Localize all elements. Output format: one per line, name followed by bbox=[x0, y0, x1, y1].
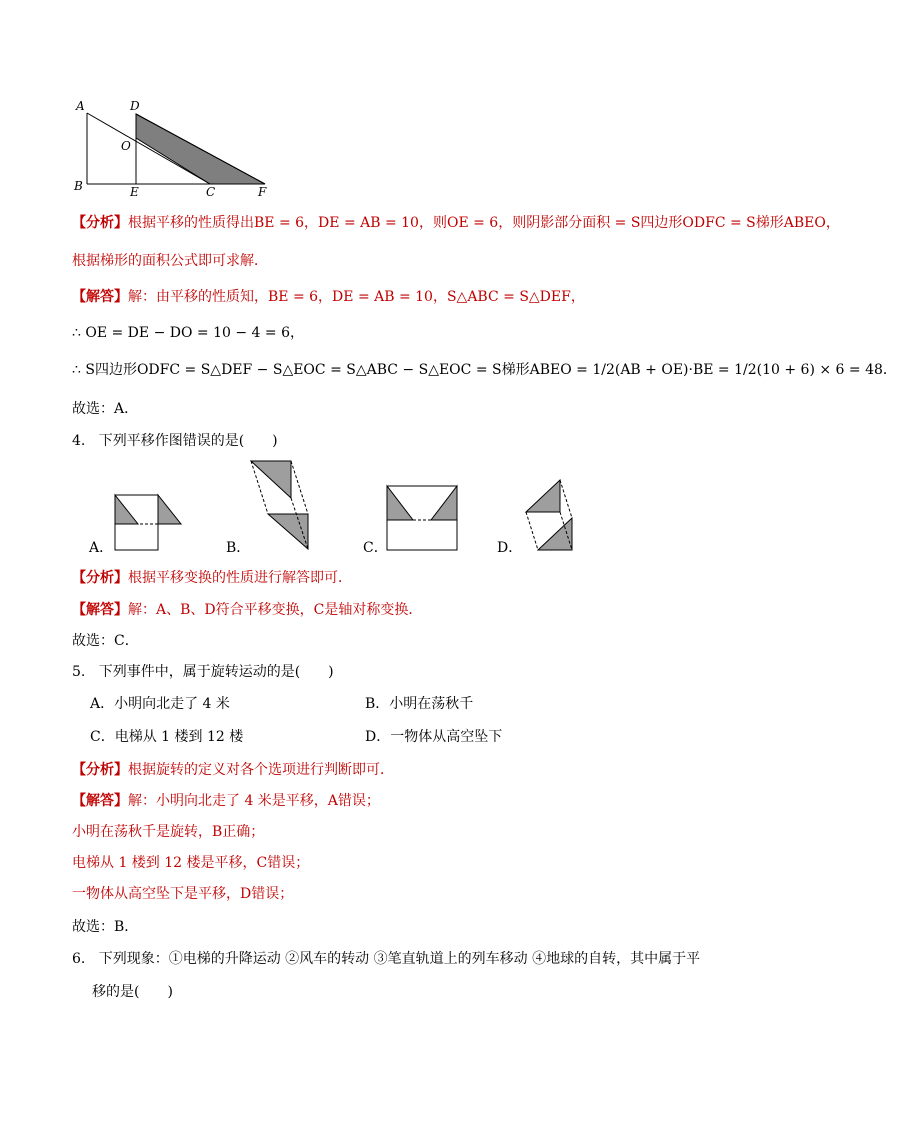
q5-line3: 电梯从 1 楼到 12 楼是平移，C错误； bbox=[72, 855, 310, 871]
q4-option-a-figure bbox=[110, 490, 190, 552]
label-c: C bbox=[206, 185, 216, 199]
q4-option-c[interactable]: C． bbox=[363, 540, 388, 556]
q3-solution bbox=[72, 287, 585, 307]
q5-analysis-text: 根据旋转的定义对各个选项进行判断即可． bbox=[128, 762, 394, 778]
q4-option-b-figure bbox=[243, 456, 315, 552]
q4-option-a[interactable]: A． bbox=[89, 540, 114, 556]
q6-stem-text: 下列现象：①电梯的升降运动 ②风车的转动 ③笔直轨道上的列车移动 ④地球的自转，其中属于平 bbox=[98, 951, 701, 967]
q4-stem-text: 下列平移作图错误的是( ) bbox=[98, 433, 278, 449]
analysis-tag: 【分析】 bbox=[72, 762, 128, 778]
solution-tag: 【解答】 bbox=[72, 289, 128, 305]
q5-line4: 一物体从高空坠下是平移，D错误； bbox=[72, 886, 294, 902]
q5-stem-text: 下列事件中，属于旋转运动的是( ) bbox=[98, 664, 334, 680]
q4-stem bbox=[72, 431, 278, 451]
q5-option-d[interactable]: D．一物体从高空坠下 bbox=[365, 729, 503, 745]
q4-option-d[interactable]: D． bbox=[497, 540, 523, 556]
q4-option-c-figure bbox=[382, 480, 464, 554]
q5-solution bbox=[72, 791, 380, 811]
q5-analysis bbox=[72, 760, 394, 780]
q5-option-c[interactable]: C．电梯从 1 楼到 12 楼 bbox=[90, 729, 244, 745]
q3-analysis bbox=[72, 213, 840, 233]
analysis-tag: 【分析】 bbox=[72, 570, 128, 586]
q3-answer: 故选：A． bbox=[72, 401, 139, 417]
q5-option-b[interactable]: B．小明在荡秋千 bbox=[365, 696, 474, 712]
label-f: F bbox=[258, 185, 267, 199]
q5-option-a[interactable]: A．小明向北走了 4 米 bbox=[90, 696, 230, 712]
q4-number: 4. bbox=[72, 433, 86, 449]
label-a: A bbox=[76, 99, 85, 113]
q4-solution-text: 解：A、B、D符合平移变换，C是轴对称变换． bbox=[128, 602, 423, 618]
analysis-tag: 【分析】 bbox=[72, 215, 128, 231]
q4-option-d-figure bbox=[520, 476, 580, 554]
q6-stem bbox=[72, 949, 700, 969]
q5-answer: 故选：B． bbox=[72, 919, 139, 935]
solution-tag: 【解答】 bbox=[72, 793, 128, 809]
q3-analysis-line2: 根据梯形的面积公式即可求解． bbox=[72, 253, 268, 269]
q6-number: 6. bbox=[72, 951, 86, 967]
label-e: E bbox=[130, 185, 139, 199]
label-o: O bbox=[121, 139, 131, 153]
q4-analysis-text: 根据平移变换的性质进行解答即可． bbox=[128, 570, 352, 586]
q5-line2: 小明在荡秋千是旋转，B正确； bbox=[72, 824, 265, 840]
q3-solution-text: 解：由平移的性质知，BE = 6，DE = AB = 10，S△ABC = S△DEF， bbox=[128, 289, 585, 305]
solution-tag: 【解答】 bbox=[72, 602, 128, 618]
q4-analysis bbox=[72, 568, 352, 588]
translation-triangle-figure bbox=[70, 96, 280, 199]
q3-step2: ∴ S四边形ODFC = S△DEF − S△EOC = S△ABC − S△EOC = S梯形ABEO = 1/2(AB + OE)·BE = 1/2(10 + 6) × 6 = 48． bbox=[72, 362, 897, 378]
q5-solution-text: 解：小明向北走了 4 米是平移，A错误； bbox=[128, 793, 380, 809]
q3-step1: ∴ OE = DE − DO = 10 − 4 = 6， bbox=[72, 325, 304, 341]
q4-option-b[interactable]: B． bbox=[226, 540, 251, 556]
q6-stem-line2: 移的是( ) bbox=[92, 984, 173, 1000]
q4-answer: 故选：C． bbox=[72, 633, 139, 649]
q4-solution bbox=[72, 600, 422, 620]
label-d: D bbox=[130, 99, 140, 113]
q3-analysis-text: 根据平移的性质得出BE = 6，DE = AB = 10，则OE = 6，则阴影部分面积 = S四边形ODFC = S梯形ABEO， bbox=[128, 215, 840, 231]
q5-stem bbox=[72, 662, 334, 682]
q5-number: 5. bbox=[72, 664, 86, 680]
label-b: B bbox=[74, 179, 83, 193]
